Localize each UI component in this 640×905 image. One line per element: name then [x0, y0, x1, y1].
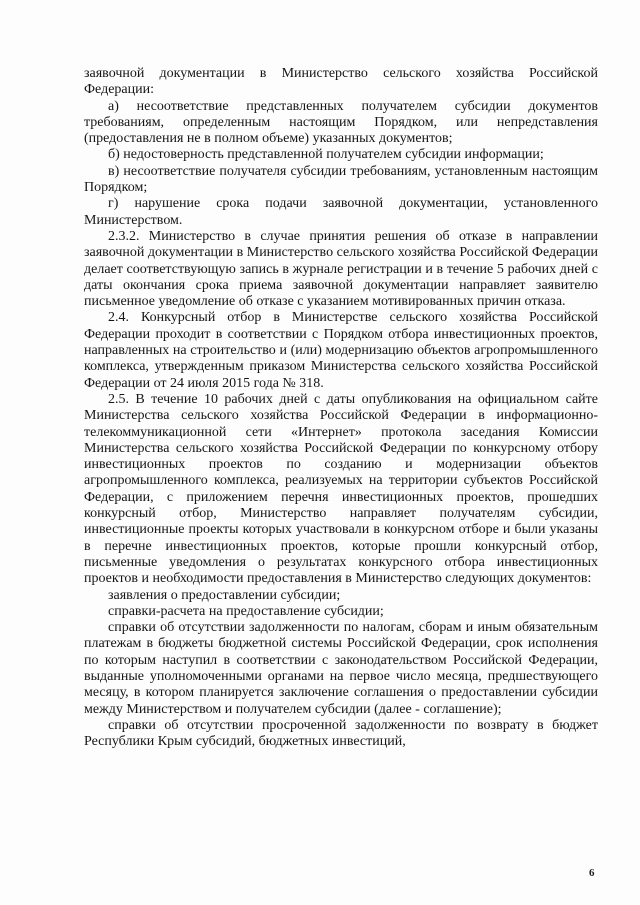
document-body — [84, 66, 598, 750]
paragraph-item-b: б) недостоверность представленной получателем субсидии информации; — [108, 147, 544, 163]
paragraph-continuation: заявочной документации в Министерство сельского хозяйства Российской Федерации: — [84, 66, 598, 98]
page-number: 6 — [589, 867, 595, 879]
paragraph-item-g: г) нарушение срока подачи заявочной документации, установленного Министерством. — [84, 196, 598, 228]
paragraph-2-5: 2.5. В течение 10 рабочих дней с даты опубликования на официальном сайте Министерства сельского хозяйства Российской Федерации в информационно-телекоммуникационной сети «Интернет» протокола заседания Комиссии Министерства сельского хозяйства Российской Федерации по конкурсному отбору инвестиционных проектов по созданию и модернизации объектов агропромышленного комплекса, реализуемых на территории субъектов Российской Федерации, с приложением перечня инвестиционных проектов, прошедших конкурсный отбор, Министерство направляет получателям субсидии, инвестиционные проекты которых участвовали в конкурсном отборе и были указаны в перечне инвестиционных проектов, которые прошли конкурсный отбор, письменные уведомления о результатах конкурсного отбора инвестиционных проектов и необходимости предоставления в Министерство следующих документов: — [84, 391, 598, 587]
list-item-calculation: справки-расчета на предоставление субсидии; — [108, 603, 384, 619]
paragraph-2-3-2: 2.3.2. Министерство в случае принятия решения об отказе в направлении заявочной документации в Министерство сельского хозяйства Российской Федерации делает соответствующую запись в журнале регистрации и в течение 5 рабочих дней с даты окончания срока приема заявочной документации направляет заявителю письменное уведомление об отказе с указанием мотивированных причин отказа. — [84, 228, 598, 310]
list-item-debt-certificate: справки об отсутствии просроченной задолженности по возврату в бюджет Республики Крым субсидий, бюджетных инвестиций, — [84, 717, 598, 750]
paragraph-2-4: 2.4. Конкурсный отбор в Министерстве сельского хозяйства Российской Федерации проходит в соответствии с Порядком отбора инвестиционных проектов, направленных на строительство и (или) модернизацию объектов агропромышленного комплекса, утвержденным приказом Министерства сельского хозяйства Российской Федерации от 24 июля 2015 года № 318. — [84, 310, 598, 391]
list-item-tax-certificate: справки об отсутствии задолженности по налогам, сборам и иным обязательным платежам в бюджеты бюджетной системы Российской Федерации, срок исполнения по которым наступил в соответствии с законодательством Российской Федерации, выданные уполномоченными органами на первое число месяца, предшествующего месяцу, в котором планируется заключение соглашения о предоставлении субсидии между Министерством и получателем субсидии (далее - соглашение); — [84, 620, 598, 717]
list-item-application: заявления о предоставлении субсидии; — [108, 587, 341, 603]
paragraph-item-a: а) несоответствие представленных получателем субсидии документов требованиям, определенным настоящим Порядком, или непредставления (предоставления не в полном объеме) указанных документов; — [84, 98, 598, 147]
paragraph-item-v: в) несоответствие получателя субсидии требованиям, установленным настоящим Порядком; — [84, 163, 598, 196]
